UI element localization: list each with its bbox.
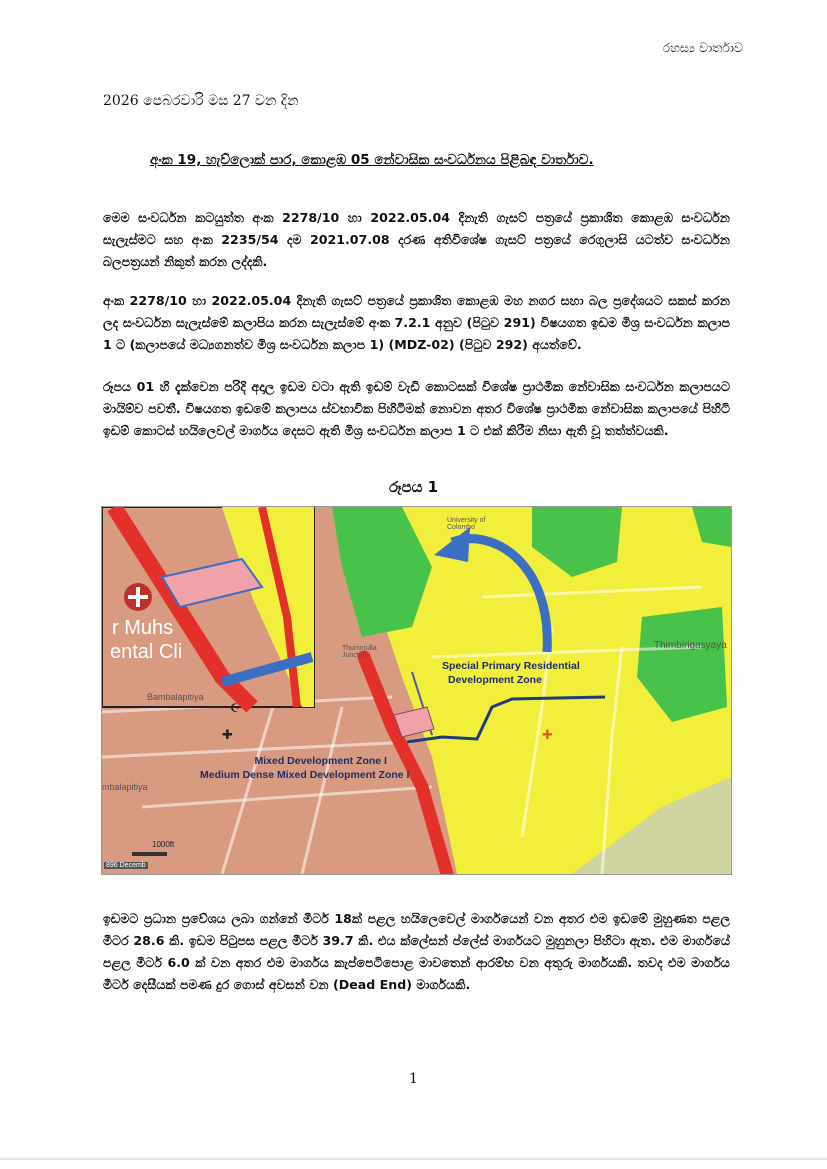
scale-label: 1000ft [152,840,175,849]
inset-text-2: ental Cli [110,641,183,663]
place-thummulla: Thummulla Junction [342,645,377,659]
mixed-zone-label [200,754,410,782]
place-thimbirigasyaya: Thimbirigasyaya [654,640,727,651]
inset-text-1: r Muhs [112,617,174,639]
paragraph-3: රූපය 01 හි දැක්වෙන පරිදි අදාල ඉඩම වටා ඇති ඉඩම් වැඩි කොටසක් විශේෂ ප්‍රාථමික නේවාසික සංවර්ධන කලාපයට මායිම්ව පවතී. විෂයගත ඉඩමේ කලාපය ස්වභාවික පිහිටීමක් නොවන අතර විශේෂ ප්‍රාථමික නේවාසික කලාපයේ පිහිටි ඉඩම් කොටස් හයිලෙවල් මාර්ගය දෙසට ඇති මිශ්‍ර සංවර්ධන කලාප 1 ට එක් කිරීම නිසා ඇති වූ තත්ත්වයකි. [103,379,730,438]
place-bambalapitiya: Bambalapitiya [147,692,204,702]
paragraph-4: ඉඩමට ප්‍රධාන ප්‍රවේශය ලබා ගන්නේ මීටර් 18ක් පළල හයිලෙවෙල් මාර්ගයෙන් වන අතර එම ඉඩමේ මුහුණත පළල මීටර 28.6 කි. ඉඩම පිටුපස පළල මීටර් 39.7 කි. එය ක්ලේසන් ප්ලේස් මාර්ගයට මුහුනලා පිහිටා ඇත. එම මාර්ගයේ පළල මීටර් 6.0 ක් වන අතර එම මාර්ගය කැප්පෙටිපොළ මාවතෙන් ආරම්භ වන අතුරු මාර්ගයකි. තවද එම මාර්ගය මීටර් දෙසීයක් පමණ දුර ගොස් අවසන් වන (Dead End) මාර්ගයකි. [103,911,730,992]
special-zone-label [442,659,580,687]
mixed-zone-label-line1: Mixed Development Zone I [254,755,387,767]
map-attribution: 896 Decemb [106,862,146,869]
place-mbalapitiya: mbalapitiya [102,782,148,792]
cross-icon: ✚ [222,728,233,743]
place-university: University of Colombo [447,517,486,531]
classification-label: රහස්‍ය වාර්තාව [662,40,743,55]
zoning-map [101,506,732,875]
hospital-marker-icon: ✚ [542,728,553,743]
special-zone-label-line2: Development Zone [448,674,542,686]
bottom-scan-edge [0,1158,827,1160]
report-title: අංක 19, හැව්ලොක් පාර, කොළඹ 05 නේවාසික සංවර්ධනය පිළිබඳ වාර්තාව. [150,152,594,168]
zoning-map-svg [102,507,731,874]
mixed-zone-label-line2: Medium Dense Mixed Development Zone I [200,769,410,781]
page-number: 1 [409,1071,418,1087]
special-zone-label-line1: Special Primary Residential [442,660,580,672]
inset-map [102,507,314,707]
document-date: 2026 පෙබරවාරි මස 27 වන දින [103,93,299,109]
figure-caption: රූපය 1 [388,478,439,496]
paragraph-2: අංක 2278/10 හා 2022.05.04 දිනැති ගැසට් පත්‍රයේ ප්‍රකාශිත කොළඹ මහ නගර සහා බල ප්‍රදේශයට සකස් කරන ලද සංවර්ධන සැලැස්මේ කලාපිය කරන සැලැස්මේ අංක 7.2.1 අනුව (පිටුව 291) විෂයගත ඉඩම මිශ්‍ර සංවර්ධන කලාප 1 ට (කලාපයේ මධ්‍යගනත්ව මිශ්‍ර සංවර්ධන කලාප 1) (MDZ-02) (පිටුව 292) අයත්වේ. [103,293,730,352]
paragraph-1: මෙම සංවර්ධන කටයුත්ත අංක 2278/10 හා 2022.05.04 දිනැති ගැසට් පත්‍රයේ ප්‍රකාශිත කොළඹ සංවර්ධන සැලැස්මට සහ අංක 2235/54 දම 2021.07.08 දරණ අතිවිශේෂ ගැසට් පත්‍රයේ රෙගුලාසි යටත්ව සංවර්ධන බලපත්‍රයන් නිකුත් කරන ලද්දකි. [103,210,730,269]
mosque-icon: ☪ [230,701,241,715]
scale-bar [132,852,167,856]
